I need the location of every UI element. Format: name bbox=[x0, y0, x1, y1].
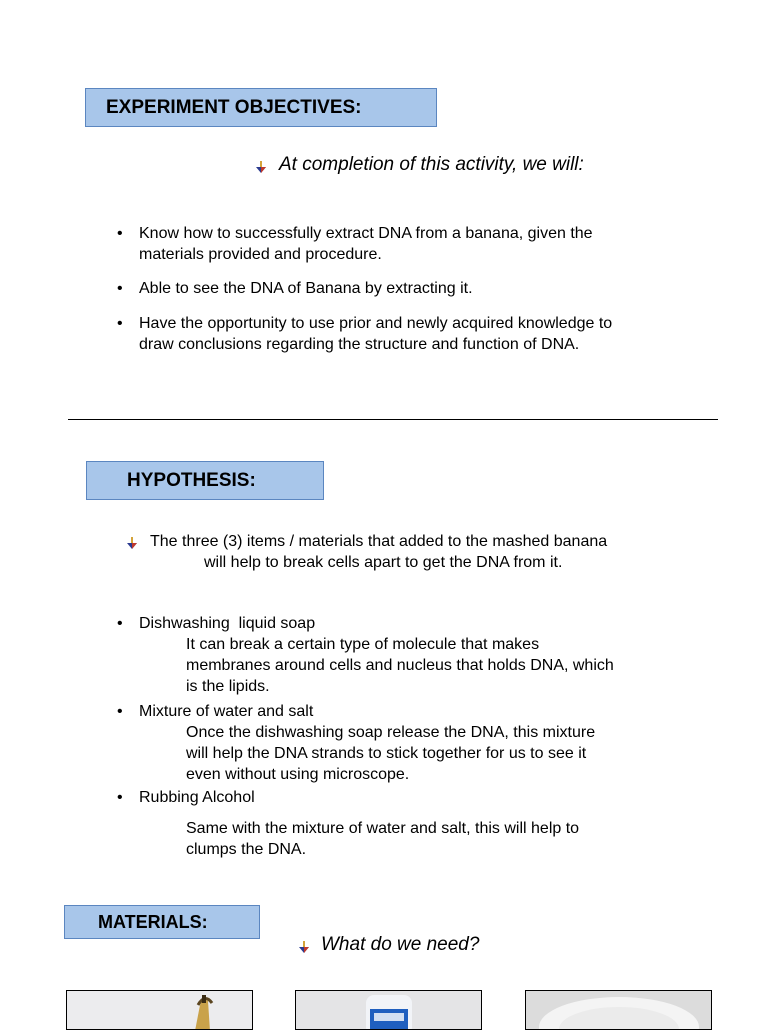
arrow-bullet-icon bbox=[125, 536, 139, 550]
list-item-name: Dishwashing liquid soap bbox=[139, 615, 316, 632]
list-item-line: materials provided and procedure. bbox=[139, 246, 382, 263]
bullet-dot: • bbox=[117, 280, 123, 297]
materials-header bbox=[64, 905, 260, 939]
bullet-dot: • bbox=[117, 315, 123, 332]
list-item-desc-line: Once the dishwashing soap release the DNA, this mixture bbox=[186, 724, 596, 741]
bullet-dot: • bbox=[117, 615, 123, 632]
list-item-name: Mixture of water and salt bbox=[139, 703, 314, 720]
hypothesis-intro-line-2: will help to break cells apart to get the DNA from it. bbox=[204, 554, 563, 571]
list-item-line: draw conclusions regarding the structure and function of DNA. bbox=[139, 336, 580, 353]
list-item-desc-line: is the lipids. bbox=[186, 678, 270, 695]
list-item-desc-line: membranes around cells and nucleus that holds DNA, which bbox=[186, 657, 614, 674]
list-item-desc-line: will help the DNA strands to stick together for us to see it bbox=[186, 745, 587, 762]
materials-title: MATERIALS: bbox=[98, 911, 208, 932]
section-divider bbox=[68, 419, 718, 420]
hypothesis-header bbox=[86, 461, 324, 500]
hypothesis-title: HYPOTHESIS: bbox=[127, 469, 256, 491]
arrow-bullet-icon bbox=[254, 160, 268, 174]
bullet-dot: • bbox=[117, 225, 123, 242]
list-item-line: Know how to successfully extract DNA from a banana, given the bbox=[139, 225, 593, 242]
hypothesis-intro-line-1: The three (3) items / materials that added to the mashed banana bbox=[150, 533, 608, 550]
list-item-name: Rubbing Alcohol bbox=[139, 789, 255, 806]
salt-bowl-photo bbox=[525, 990, 712, 1030]
objectives-title: EXPERIMENT OBJECTIVES: bbox=[106, 96, 362, 118]
banana-photo bbox=[66, 990, 253, 1030]
bullet-dot: • bbox=[117, 703, 123, 720]
objectives-intro: At completion of this activity, we will: bbox=[279, 154, 584, 175]
list-item-desc-line: Same with the mixture of water and salt, this will help to bbox=[186, 820, 580, 837]
list-item-line: Have the opportunity to use prior and newly acquired knowledge to bbox=[139, 315, 613, 332]
list-item-desc-line: even without using microscope. bbox=[186, 766, 410, 783]
bullet-dot: • bbox=[117, 789, 123, 806]
list-item-line: Able to see the DNA of Banana by extracting it. bbox=[139, 280, 473, 297]
objectives-header bbox=[85, 88, 437, 127]
list-item-desc-line: clumps the DNA. bbox=[186, 841, 307, 858]
soap-bottle-photo bbox=[295, 990, 482, 1030]
arrow-bullet-icon bbox=[297, 940, 311, 954]
list-item-desc-line: It can break a certain type of molecule that makes bbox=[186, 636, 540, 653]
materials-intro: What do we need? bbox=[321, 934, 480, 955]
